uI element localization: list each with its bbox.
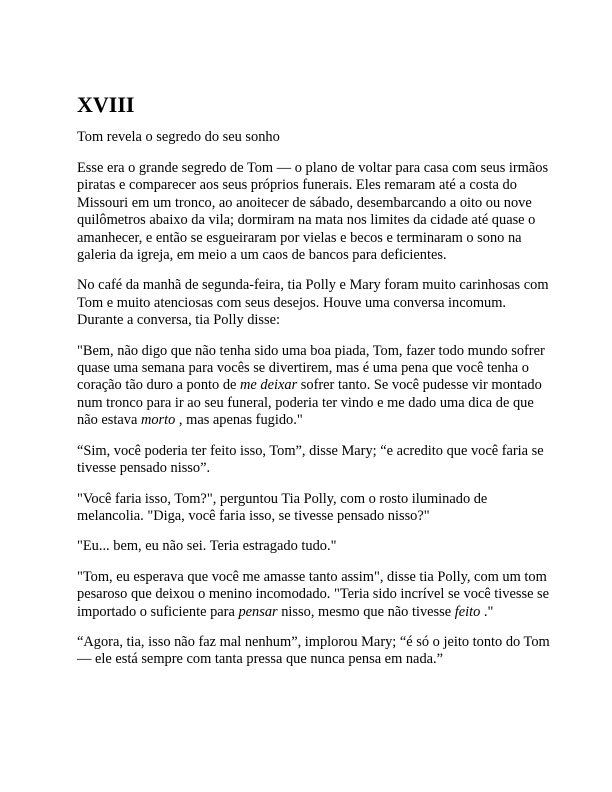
paragraph-5: "Você faria isso, Tom?", perguntou Tia Polly, com o rosto iluminado de melancolia. "Diga, você faria isso, se tivesse pensado nisso?"	[77, 490, 488, 524]
paragraph-7-text-a: "Tom, eu esperava que você me amasse tanto assim", disse tia Polly, com um tom pesaroso que deixou o menino incomodado. "Teria sido incrível se você tivesse se importado o suficiente para	[77, 568, 550, 620]
paragraph-8: “Agora, tia, isso não faz mal nenhum”, implorou Mary; “é só o jeito tonto do Tom — ele está sempre com tanta pressa que nunca pensa em nada.”	[77, 633, 550, 668]
paragraph-3-emphasis-1: me deixar	[240, 377, 298, 394]
paragraph-1: Esse era o grande segredo de Tom — o plano de voltar para casa com seus irmãos piratas e comparecer aos seus próprios funerais. Eles remaram até a costa do Missouri em um tronco, ao anoitecer de sábado, desembarcando a oito ou nove quilômetros abaixo da vila; dormiram na mata nos limites da cidade até quase o amanhecer, e então se esgueiraram por vielas e becos e terminaram o sono na galeria da igreja, em meio a um caos de bancos para deficientes.	[77, 160, 549, 264]
paragraph-3	[77, 343, 552, 430]
paragraph-7-text-c: ."	[480, 603, 494, 620]
paragraph-7-emphasis-1: pensar	[238, 603, 278, 620]
paragraph-7-emphasis-2: feito	[454, 603, 481, 620]
paragraph-3-text-c: , mas apenas fugido."	[175, 412, 303, 429]
paragraph-7-text-b: nisso, mesmo que não tivesse	[277, 603, 455, 620]
chapter-title: Tom revela o segredo do seu sonho	[77, 129, 280, 145]
paragraph-3-text-b: sofrer tanto. Se você pudesse vir montado num tronco para ir ao seu funeral, poderia ter vindo e me dado uma dica de que não estava	[77, 377, 542, 429]
chapter-number: XVIII	[77, 92, 135, 117]
paragraph-7	[77, 569, 552, 621]
paragraph-3-emphasis-2: morto	[140, 412, 176, 429]
paragraph-3-text-a: "Bem, não digo que não tenha sido uma boa piada, Tom, fazer todo mundo sofrer quase uma semana para vocês se divertirem, mas é uma pena que você tenha o coração tão duro a ponto de	[77, 342, 545, 394]
paragraph-2: No café da manhã de segunda-feira, tia Polly e Mary foram muito carinhosas com Tom e muito atenciosas com seus desejos. Houve uma conversa incomum. Durante a conversa, tia Polly disse:	[77, 277, 549, 329]
paragraph-6: "Eu... bem, eu não sei. Teria estragado tudo."	[77, 538, 337, 555]
paragraph-4: “Sim, você poderia ter feito isso, Tom”, disse Mary; “e acredito que você faria se tivesse pensado nisso”.	[77, 442, 544, 477]
